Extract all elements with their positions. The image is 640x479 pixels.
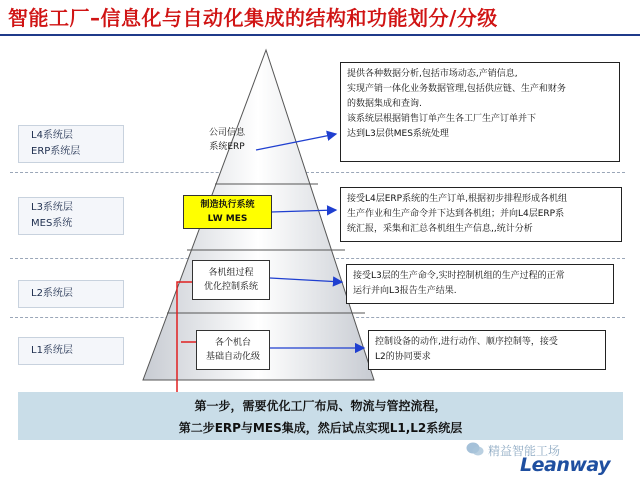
description-line: 生产作业和生产命令并下达到各机组；并向L4层ERP系 bbox=[347, 209, 565, 219]
summary-band bbox=[18, 392, 623, 440]
pyramid-label-erp bbox=[198, 124, 256, 156]
description-l4 bbox=[340, 62, 620, 162]
description-line: 实现产销一体化业务数据管理,包括供应链、生产和财务 bbox=[347, 84, 566, 94]
description-line: 运行并向L3报告生产结果. bbox=[353, 286, 457, 296]
description-l3 bbox=[340, 187, 622, 242]
leanway-logo: Leanway bbox=[520, 454, 611, 476]
level-label-line: L4系统层 bbox=[31, 130, 73, 141]
pyramid-box-l2 bbox=[192, 260, 270, 300]
pyramid-box-l1 bbox=[196, 330, 270, 370]
level-label-line: MES系统 bbox=[31, 218, 73, 229]
pyramid-label-line: 制造执行系统 bbox=[200, 200, 255, 210]
pyramid-label-line: 各机组过程 bbox=[208, 268, 254, 278]
description-l2 bbox=[346, 264, 614, 304]
level-label-line: ERP系统层 bbox=[31, 146, 81, 157]
description-line: 达到L3层供MES系统处理 bbox=[347, 129, 449, 139]
page-title: 智能工厂–信息化与自动化集成的结构和功能划分/分级 bbox=[8, 6, 498, 30]
description-line: 接受L3层的生产命令,实时控制机组的生产过程的正常 bbox=[353, 271, 565, 281]
description-line: 接受L4层ERP系统的生产订单,根据初步排程形成各机组 bbox=[347, 194, 567, 204]
pyramid-box-mes bbox=[183, 195, 272, 229]
description-line: 控制设备的动作,进行动作、顺序控制等，接受 bbox=[375, 337, 558, 347]
level-label-line: L3系统层 bbox=[31, 202, 73, 213]
description-line: 该系统层根据销售订单产生各工厂生产订单并下 bbox=[347, 114, 537, 124]
wechat-icon bbox=[466, 441, 484, 457]
watermark-text: 精益智能工场 bbox=[488, 444, 561, 458]
pyramid-label-line: 各个机台 bbox=[214, 338, 251, 348]
description-line: 的数据集成和查询. bbox=[347, 99, 422, 109]
description-line: 统汇报，采集和汇总各机组生产信息,,统计分析 bbox=[347, 224, 533, 234]
description-line: 提供各种数据分析,包括市场动态,产销信息, bbox=[347, 69, 518, 79]
description-l1 bbox=[368, 330, 606, 370]
pyramid-label-line: 公司信息 bbox=[208, 128, 245, 138]
level-label-line: L1系统层 bbox=[31, 345, 73, 356]
pyramid-label-line: 优化控制系统 bbox=[203, 282, 258, 292]
pyramid-label-line: LW MES bbox=[207, 214, 248, 224]
summary-step-two: 第二步ERP与MES集成，然后试点实现L1,L2系统层 bbox=[178, 421, 463, 435]
description-line: L2的协同要求 bbox=[375, 352, 431, 362]
level-label-line: L2系统层 bbox=[31, 288, 73, 299]
summary-step-one: 第一步，需要优化工厂布局、物流与管控流程， bbox=[194, 399, 447, 413]
pyramid-label-line: 系统ERP bbox=[209, 142, 245, 152]
pyramid-label-line: 基础自动化级 bbox=[205, 352, 260, 362]
